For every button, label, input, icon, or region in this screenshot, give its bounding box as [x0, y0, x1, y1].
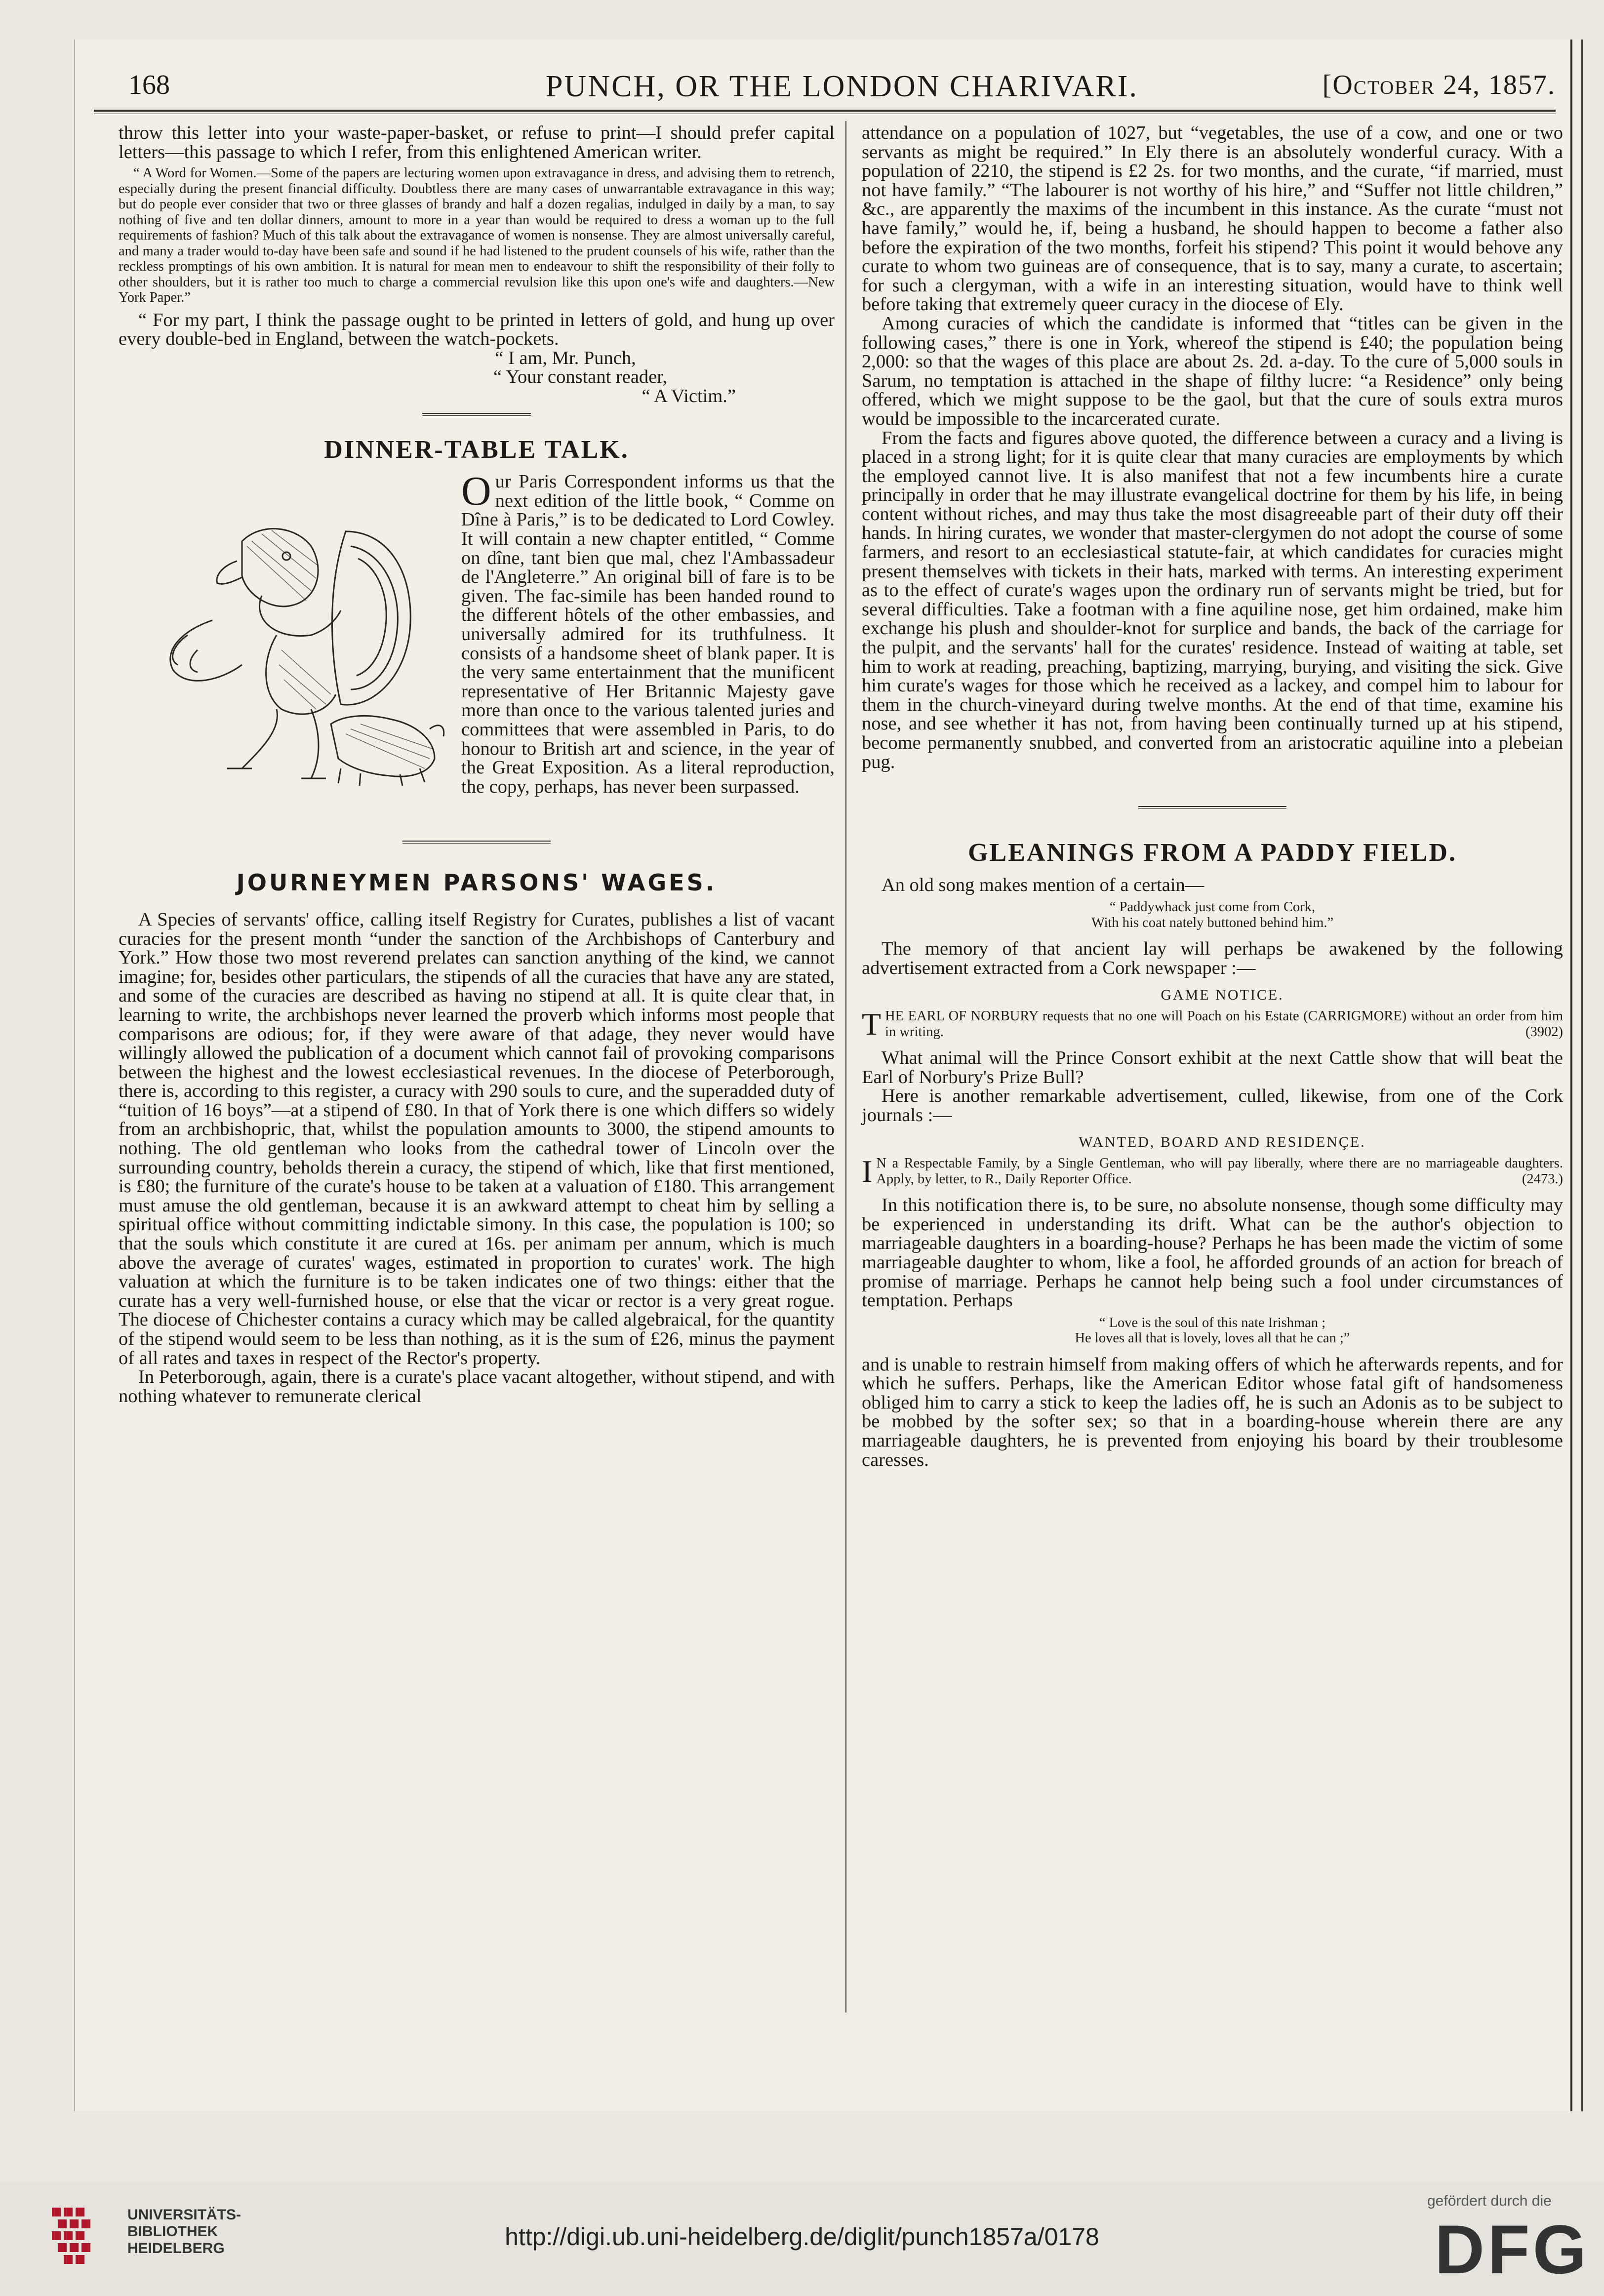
journeymen-para-2: In Peterborough, again, there is a curate's place vacant altogether, without stipend, and with nothing whatever to remunerate clerical	[119, 1367, 835, 1407]
letter-intro: throw this letter into your waste-paper-basket, or refuse to print—I should prefer capital letters—this passage to which I refer, from this enlightened American writer.	[119, 122, 835, 162]
advert-2-cap: I	[862, 1154, 873, 1189]
advert-2-title: WANTED, BOARD AND RESIDENÇE.	[1079, 1133, 1366, 1150]
gleanings-para-3: What animal will the Prince Consort exhibit at the next Cattle show that will beat the Earl of Norbury's Prize Bull?	[862, 1047, 1563, 1088]
masthead-title: PUNCH, OR THE LONDON CHARIVARI.	[546, 70, 1138, 103]
dfg-logo: DFG	[1435, 2211, 1590, 2288]
gleanings-para-2: The memory of that ancient lay will perhaps be awakened by the following advertisement extracted from a Cork newspaper :—	[862, 938, 1563, 978]
signature-line-1: “ I am, Mr. Punch,	[495, 347, 636, 368]
uni-line-2: BIBLIOTHEK	[127, 2223, 218, 2240]
verse-1-line-1: “ Paddywhack just come from Cork,	[1109, 899, 1316, 915]
column-divider	[845, 121, 846, 2013]
verse-1	[862, 899, 1563, 930]
curacy-para-3: From the facts and figures above quoted, the difference between a curacy and a living is placed in a strong light; for it is quite clear that many curacies are employments by which the employed cannot live. It is also manifest that not a few incumbents hire a curate principally in order that he may illustrate evangelical doctrine for them by his life, in being content without riches, and may thus take the most disagreeable part of their duty off their hands. In hiring curates, we wonder that master-clergymen do not adopt the course of some farmers, and resort to an ecclesiastical statute-fair, at which candidates for curacies might present themselves with tickets in their hats, marked with terms. An interesting experiment as to the effect of curate's wages upon the ordinary run of servants might be tried, but for several difficulties. Take a footman with a fine aquiline nose, get him ordained, make him exchange his plush and shoulder-knot for surplice and bands, the back of the carriage for the pulpit, and the servants' hall for the curates' residence. Instead of waiting at table, set him to work at reading, preaching, baptizing, marrying, burying, and visiting the sick. Give him curate's wages for those which he received as a lackey, and compel him to labour for them in the church-vineyard during twelve months. At the end of that time, examine his nose, and see whether it has not, from having been continually turned up at his stipend, become permanently snubbed, and converted from an aristocratic aquiline into a plebeian pug.	[862, 427, 1563, 772]
advert-1-text: HE EARL OF NORBURY requests that no one will Poach on his Estate (CARRIGMORE) without an order from him in writing.	[885, 1008, 1563, 1040]
advert-2-text: N a Respectable Family, by a Single Gentleman, who will pay liberally, where there are no marriageable daughters. Apply, by letter, to R., Daily Reporter Office.	[876, 1156, 1563, 1187]
cartoon-drawing	[114, 472, 449, 788]
verse-2-line-1: “ Love is the soul of this nate Irishman ;	[1099, 1315, 1326, 1330]
gleanings-para-4: Here is another remarkable advertisement, culled, likewise, from one of the Cork journals :—	[862, 1086, 1563, 1126]
page-edge-rule	[1570, 40, 1572, 2111]
funding-note: gefördert durch die	[1427, 2193, 1552, 2209]
journeymen-para-1: A Species of servants' office, calling itself Registry for Curates, publishes a list of vacant curacies for the present month “under the sanction of the Archbishops of Canterbury and York.” How those two most reverend prelates can sanction anything of the kind, we cannot imagine; for, besides other particulars, the stipends of all the curacies that have any are stated, and some of the curacies are described as having no stipend at all. It is quite clear that, in learning to write, the archbishops never learned the proverb which informs most people that comparisons are odious; for, if they were aware of that adage, they never would have willingly allowed the publication of a document which cannot fail of provoking comparisons between the highest and the lowest ecclesiastical revenues. In the diocese of Peterborough, there is, according to this register, a curacy with 290 souls to cure, and the superadded duty of “tuition of 16 boys”—at a stipend of £80. In that of York there is one which differs so widely from an archbishopric, that, whilst the population amounts to 3000, the stipend amounts to nothing. The old gentleman who looks from the cathedral tower of Lincoln over the surrounding country, beholds therein a curacy, the stipend of which, like that first mentioned, is £80; the furniture of the curate's house to be taken at a valuation of £180. This arrangement must amuse the old gentleman, because it is an awkward attempt to cheat him by selling a spiritual office without committing indictable simony. In this case, the population is 100; so that the souls which constitute it are cured at 16s. per animam per annum, which is much above the average of curates' wages, estimated in proportion to curates' work. The high valuation at which the furniture is to be taken indicates one of two things: either that the curate has a very well-furnished house, or else that the vicar or rector is a very great rogue. The diocese of Chichester contains a curacy which may be called algebraical, for the quantity of the stipend would seem to be less than nothing, as it is the sum of £26, minus the payment of all rates and taxes in respect of the Rector's property.	[119, 909, 835, 1369]
advert-1-number: (3902)	[1525, 1024, 1563, 1040]
dinner-talk-body: ur Paris Correspondent informs us that the next edition of the little book, “ Comme on Dîne à Paris,” is to be dedicated to Lord Cowley. It will contain a new chapter entitled, “ Comme on dîne, tant bien que mal, chez l'Ambassadeur de l'Angleterre.” An original bill of fare is to be given. The fac-simile has been handed round to the different hôtels of the other embassies, and universally admired for its truthfulness. It consists of a handsome sheet of blank paper. It is the very same entertainment that the munificent representative of Her Britannic Majesty gave more than once to the various talented juries and committees that were assembled in Paris, to do honour to British art and science, in the year of the Great Exposition. As a literal reproduction, the copy, perhaps, has never been surpassed.	[461, 471, 835, 797]
right-column	[862, 123, 1563, 1469]
advert-1-cap: T	[862, 1007, 882, 1042]
uni-line-1: UNIVERSITÄTS-	[127, 2207, 241, 2223]
verse-2-line-2: He loves all that is lovely, loves all that he can ;”	[1075, 1330, 1350, 1346]
curacy-para-1: attendance on a population of 1027, but “vegetables, the use of a cow, and one or two servants as might be required.” In Ely there is an absolutely wonderful curacy. With a population of 2210, the stipend is £2 2s. for two months, and the curate, “if married, must not have family.” “The labourer is not worthy of his hire,” and “Suffer not little children,” &c., are apparently the maxims of the incumbent in this instance. As the curate “must not have family,” would he, if, being a husband, he should happen to become a father also before the expiration of the two months, forfeit his stipend? This point it would behove any curate to whom two guineas are of consequence, that is to say, many a curate, to ascertain; for such a clergyman, with a wife in an interesting situation, would have to think well before taking that extremely queer curacy in the diocese of Ely.	[862, 122, 1563, 315]
uni-line-3: HEIDELBERG	[127, 2240, 225, 2256]
quote-text: “ A Word for Women.—Some of the papers are lecturing women upon extravagance in dress, and advising them to retrench, especially during the present financial difficulty. Doubtless there are many cases of unwarrantable extravagance in this way; but do people ever consider that two or three glasses of brandy and half a dozen regalias, indulged in daily by a man, to say nothing of five and ten dollar dinners, amount to more in a year than would be required to dress a woman up to the full requirements of fashion? Much of this talk about the extravagance of women is nonsense. They are almost universally careful, and many a trader would to-day have been safe and sound if he had listened to the prudent counsels of his wife, rather than the reckless promptings of his own ambition. It is natural for mean men to endeavour to shift the responsibility of their folly to other shoulders, but it is rather too much to charge a commercial revulsion like this upon one's wife and daughters.—New York Paper.”	[119, 165, 835, 306]
section-heading-journeymen: JOURNEYMEN PARSONS' WAGES.	[236, 869, 717, 896]
curacy-para-2: Among curacies of which the candidate is informed that “titles can be given in the following cases,” there is one in York, whereof the stipend is £40; the population being 2,000: so that the wages of this place are about 2s. 2d. a-day. To the cure of 5,000 souls in Sarum, no temptation is attached in the shape of filthy lucre: “a Residence” only being offered, which we might suppose to be the gaol, but that the cure of souls extra muros would be impossible to the incarcerated curate.	[862, 313, 1563, 429]
gleanings-intro: An old song makes mention of a certain—	[882, 874, 1204, 895]
page-number: 168	[128, 70, 170, 100]
quoted-passage	[119, 165, 835, 306]
advert-1	[862, 1008, 1563, 1040]
letter-para: “ For my part, I think the passage ought to be printed in letters of gold, and hung up over every double-bed in England, between the watch-pockets.	[119, 309, 835, 350]
cartoon-illustration	[114, 472, 449, 788]
section-heading-gleanings: GLEANINGS FROM A PADDY FIELD.	[968, 839, 1457, 867]
advert-1-title: GAME NOTICE.	[1161, 986, 1284, 1003]
advert-2-number: (2473.)	[1522, 1171, 1563, 1187]
verse-1-line-2: With his coat nately buttoned behind him.”	[1091, 915, 1334, 930]
gleanings-para-5: In this notification there is, to be sure, no absolute nonsense, though some difficulty may be experienced in understanding its drift. What can be the author's objection to marriageable daughters in a boarding-house? Perhaps he has been made the victim of some marriageable daughter to whom, like a fool, he afforded grounds of an action for breach of promise of marriage. Perhaps he cannot help being such a fool under circumstances of temptation. Perhaps	[862, 1195, 1563, 1311]
section-separator	[1138, 806, 1286, 809]
verse-2	[862, 1315, 1563, 1346]
header-rule	[94, 110, 1556, 112]
gleanings-para-6: and is unable to restrain himself from making offers of which he afterwards repents, and for which he suffers. Perhaps, like the American Editor whose fatal gift of handsomeness obliged him to carry a stick to keep the ladies off, he is such an Adonis as to be subject to be mobbed by the softer sex; so that in a boarding-house wherein there are any marriageable daughters, he is prevented from enjoying his board by their troublesome caresses.	[862, 1354, 1563, 1470]
issue-date: [October 24, 1857.	[1322, 70, 1556, 100]
section-heading-dinner: DINNER-TABLE TALK.	[324, 435, 629, 464]
drop-cap: O	[461, 468, 491, 515]
section-separator	[422, 413, 531, 416]
advert-2	[862, 1156, 1563, 1187]
left-column	[119, 123, 835, 1406]
section-separator	[402, 841, 551, 844]
signature-line-3: “ A Victim.”	[642, 386, 736, 407]
source-url-link[interactable]: http://digi.ub.uni-heidelberg.de/diglit/punch1857a/0178	[505, 2223, 1099, 2251]
signature-line-2: “ Your constant reader,	[493, 366, 668, 388]
